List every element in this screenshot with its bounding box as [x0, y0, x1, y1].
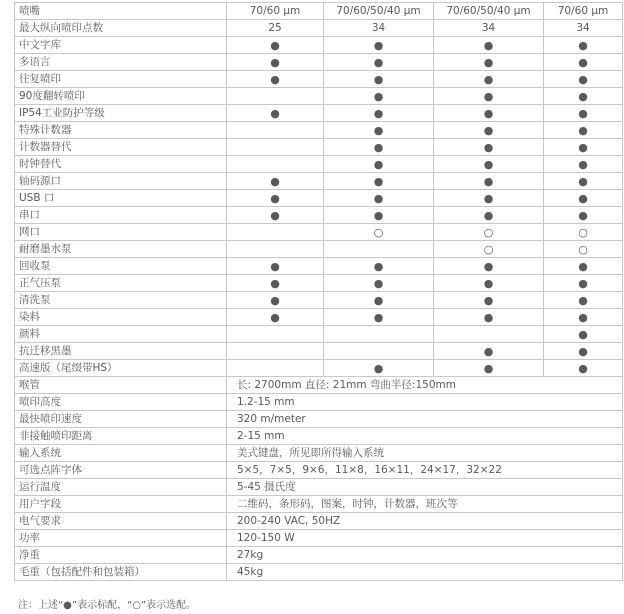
- feature-mark: [227, 139, 324, 156]
- feature-mark: [324, 326, 434, 343]
- spec-label: 可选点阵字体: [15, 462, 227, 479]
- feature-row: [15, 207, 623, 224]
- feature-mark: [227, 156, 324, 173]
- feature-row: [15, 326, 623, 343]
- feature-row: [15, 156, 623, 173]
- feature-mark: ●: [324, 54, 434, 71]
- feature-mark: ●: [434, 54, 544, 71]
- feature-mark: ●: [227, 173, 324, 190]
- spec-label: 喉管: [15, 377, 227, 394]
- feature-mark: ●: [227, 309, 324, 326]
- feature-mark: ●: [434, 88, 544, 105]
- feature-mark: ●: [544, 207, 623, 224]
- feature-mark: [227, 122, 324, 139]
- spec-table: [14, 2, 623, 581]
- feature-mark: ●: [324, 207, 434, 224]
- spec-value: 45kg: [227, 564, 623, 581]
- header-label: 喷嘴: [15, 3, 227, 20]
- feature-mark: ●: [434, 292, 544, 309]
- feature-mark: ●: [227, 292, 324, 309]
- spec-value: 长: 2700mm 直径: 21mm 弯曲半径:150mm: [227, 377, 623, 394]
- feature-label: 颜料: [15, 326, 227, 343]
- header-row: [15, 3, 623, 20]
- spec-value: 5-45 摄氏度: [227, 479, 623, 496]
- spec-value: 2-15 mm: [227, 428, 623, 445]
- spec-label: 用户字段: [15, 496, 227, 513]
- feature-mark: ●: [324, 156, 434, 173]
- feature-mark: ●: [434, 173, 544, 190]
- feature-label: 抗迁移黑墨: [15, 343, 227, 360]
- spec-value: 二维码，条形码，图案，时钟，计数器，班次等: [227, 496, 623, 513]
- spec-label: 净重: [15, 547, 227, 564]
- feature-label: USB 口: [15, 190, 227, 207]
- feature-mark: ●: [227, 54, 324, 71]
- feature-mark: ●: [324, 37, 434, 54]
- spec-row: [15, 394, 623, 411]
- feature-mark: ●: [434, 37, 544, 54]
- feature-mark: [227, 224, 324, 241]
- feature-mark: ●: [544, 190, 623, 207]
- feature-mark: ●: [544, 71, 623, 88]
- feature-row: [15, 88, 623, 105]
- model-header-2: 70/60/50/40 μm: [324, 3, 434, 20]
- feature-row: [15, 343, 623, 360]
- feature-mark: ●: [434, 343, 544, 360]
- feature-row: [15, 292, 623, 309]
- feature-label: 回收泵: [15, 258, 227, 275]
- feature-mark: ●: [324, 309, 434, 326]
- spec-table-body: [15, 3, 623, 581]
- feature-mark: ●: [324, 173, 434, 190]
- feature-mark: ●: [434, 156, 544, 173]
- spec-row: [15, 479, 623, 496]
- feature-label: 时钟替代: [15, 156, 227, 173]
- spec-row: [15, 445, 623, 462]
- max-nozzles-label: 最大纵向喷印点数: [15, 20, 227, 37]
- feature-mark: [227, 88, 324, 105]
- feature-mark: ●: [544, 343, 623, 360]
- feature-mark: ●: [434, 190, 544, 207]
- feature-mark: ●: [544, 88, 623, 105]
- feature-mark: ●: [544, 122, 623, 139]
- feature-label: 多语言: [15, 54, 227, 71]
- feature-row: [15, 122, 623, 139]
- feature-mark: ●: [227, 71, 324, 88]
- feature-mark: ○: [434, 224, 544, 241]
- max-nozzles-value-4: 34: [544, 20, 623, 37]
- feature-mark: ●: [544, 326, 623, 343]
- model-header-4: 70/60 μm: [544, 3, 623, 20]
- feature-label: 90度翻转喷印: [15, 88, 227, 105]
- model-header-3: 70/60/50/40 μm: [434, 3, 544, 20]
- spec-label: 输入系统: [15, 445, 227, 462]
- feature-mark: ●: [434, 275, 544, 292]
- spec-row: [15, 462, 623, 479]
- max-nozzles-value-1: 25: [227, 20, 324, 37]
- spec-row: [15, 377, 623, 394]
- feature-mark: ●: [434, 360, 544, 377]
- model-header-1: 70/60 μm: [227, 3, 324, 20]
- feature-mark: [324, 343, 434, 360]
- spec-value: 200-240 VAC, 50HZ: [227, 513, 623, 530]
- feature-mark: [227, 241, 324, 258]
- feature-label: 耐磨墨水泵: [15, 241, 227, 258]
- feature-mark: ●: [544, 54, 623, 71]
- spec-value: 5×5，7×5，9×6，11×8，16×11，24×17，32×22: [227, 462, 623, 479]
- feature-label: 网口: [15, 224, 227, 241]
- feature-label: IP54工业防护等级: [15, 105, 227, 122]
- feature-mark: [227, 326, 324, 343]
- feature-label: 清洗泵: [15, 292, 227, 309]
- feature-mark: ●: [544, 309, 623, 326]
- feature-mark: [434, 326, 544, 343]
- feature-mark: ●: [324, 105, 434, 122]
- feature-row: [15, 258, 623, 275]
- feature-row: [15, 71, 623, 88]
- feature-mark: ●: [544, 105, 623, 122]
- feature-mark: ●: [544, 173, 623, 190]
- spec-row: [15, 411, 623, 428]
- feature-mark: ●: [227, 37, 324, 54]
- feature-mark: ●: [324, 122, 434, 139]
- spec-label: 电气要求: [15, 513, 227, 530]
- spec-label: 毛重（包括配件和包装箱）: [15, 564, 227, 581]
- spec-label: 运行温度: [15, 479, 227, 496]
- feature-mark: ●: [544, 139, 623, 156]
- spec-row: [15, 564, 623, 581]
- feature-mark: ●: [544, 156, 623, 173]
- feature-mark: ●: [227, 258, 324, 275]
- feature-mark: ○: [324, 224, 434, 241]
- feature-mark: ●: [434, 71, 544, 88]
- feature-mark: ●: [434, 122, 544, 139]
- spec-value: 美式键盘，所见即所得输入系统: [227, 445, 623, 462]
- feature-label: 串口: [15, 207, 227, 224]
- feature-label: 特殊计数器: [15, 122, 227, 139]
- feature-row: [15, 224, 623, 241]
- feature-mark: ●: [434, 309, 544, 326]
- feature-row: [15, 37, 623, 54]
- feature-mark: ●: [434, 139, 544, 156]
- feature-row: [15, 309, 623, 326]
- feature-row: [15, 275, 623, 292]
- feature-row: [15, 139, 623, 156]
- feature-row: [15, 105, 623, 122]
- feature-mark: ●: [227, 105, 324, 122]
- feature-mark: ●: [544, 258, 623, 275]
- spec-value: 1.2-15 mm: [227, 394, 623, 411]
- feature-row: [15, 241, 623, 258]
- feature-mark: ○: [434, 241, 544, 258]
- feature-label: 染料: [15, 309, 227, 326]
- feature-mark: ●: [227, 207, 324, 224]
- spec-row: [15, 428, 623, 445]
- footnote: 注：上述“●”表示标配，“○”表示选配。: [18, 600, 197, 611]
- spec-row: [15, 530, 623, 547]
- feature-mark: ○: [544, 241, 623, 258]
- feature-mark: ●: [324, 190, 434, 207]
- feature-row: [15, 173, 623, 190]
- feature-row: [15, 360, 623, 377]
- spec-row: [15, 547, 623, 564]
- feature-mark: ●: [227, 275, 324, 292]
- spec-row: [15, 496, 623, 513]
- spec-label: 非接触喷印距离: [15, 428, 227, 445]
- feature-label: 高速版（尾缀带HS）: [15, 360, 227, 377]
- feature-mark: ●: [434, 207, 544, 224]
- feature-mark: [227, 360, 324, 377]
- feature-mark: ●: [324, 258, 434, 275]
- feature-mark: ●: [324, 360, 434, 377]
- spec-value: 320 m/meter: [227, 411, 623, 428]
- feature-mark: ●: [324, 88, 434, 105]
- spec-label: 最快喷印速度: [15, 411, 227, 428]
- feature-mark: ●: [324, 139, 434, 156]
- max-nozzles-value-2: 34: [324, 20, 434, 37]
- feature-label: 往复喷印: [15, 71, 227, 88]
- feature-mark: ●: [324, 275, 434, 292]
- feature-mark: ●: [544, 37, 623, 54]
- feature-mark: ●: [434, 258, 544, 275]
- spec-label: 喷印高度: [15, 394, 227, 411]
- feature-label: 正气压泵: [15, 275, 227, 292]
- feature-row: [15, 190, 623, 207]
- feature-label: 轴码源口: [15, 173, 227, 190]
- feature-mark: ●: [544, 292, 623, 309]
- feature-label: 中文字库: [15, 37, 227, 54]
- feature-mark: ●: [434, 105, 544, 122]
- spec-row: [15, 513, 623, 530]
- feature-mark: ●: [227, 190, 324, 207]
- max-nozzles-row: [15, 20, 623, 37]
- spec-label: 功率: [15, 530, 227, 547]
- feature-mark: ○: [544, 224, 623, 241]
- feature-label: 计数器替代: [15, 139, 227, 156]
- feature-mark: ●: [324, 71, 434, 88]
- max-nozzles-value-3: 34: [434, 20, 544, 37]
- feature-mark: ●: [544, 360, 623, 377]
- feature-row: [15, 54, 623, 71]
- feature-mark: [227, 343, 324, 360]
- spec-value: 120-150 W: [227, 530, 623, 547]
- feature-mark: ●: [324, 292, 434, 309]
- feature-mark: ●: [544, 275, 623, 292]
- spec-value: 27kg: [227, 547, 623, 564]
- feature-mark: [324, 241, 434, 258]
